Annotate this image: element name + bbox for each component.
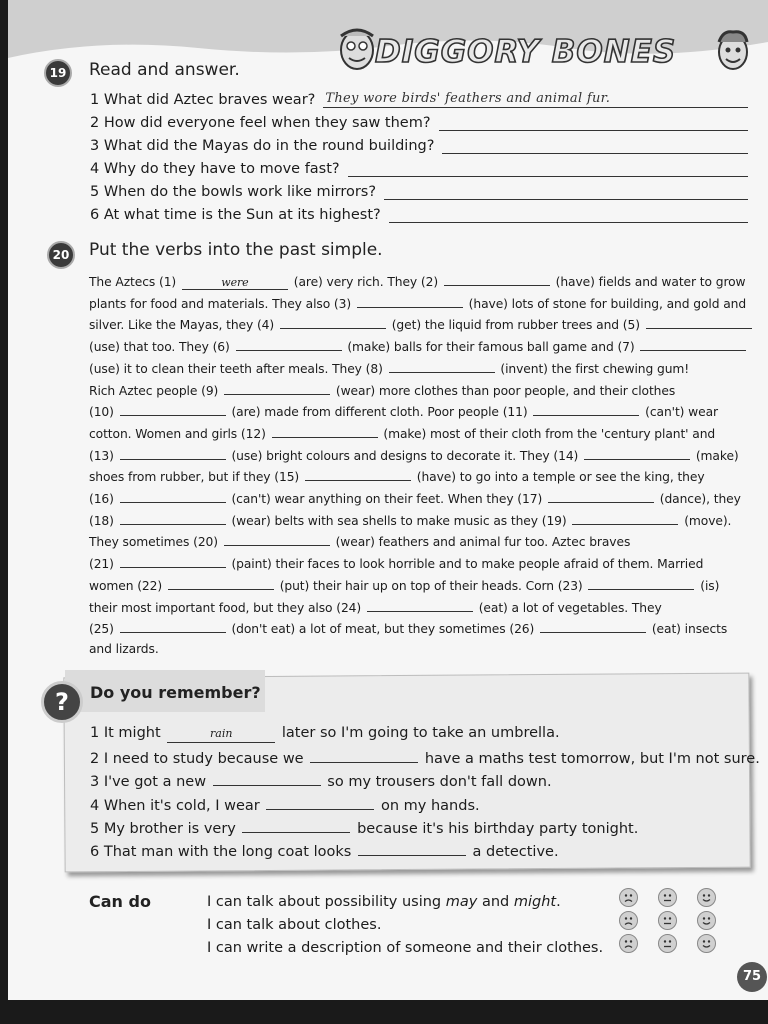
sad-face-icon[interactable] xyxy=(619,888,638,907)
text-segment: (are) made from different cloth. Poor people (11) xyxy=(227,405,532,420)
text-segment: (wear) belts with sea shells to make music as they (19) xyxy=(227,513,571,528)
question-mark-icon: ? xyxy=(41,681,83,723)
item-text-before: My brother is very xyxy=(103,820,241,837)
text-segment: (get) the liquid from rubber trees and (5) xyxy=(387,318,644,333)
text-line xyxy=(89,360,689,376)
question-number: 6 xyxy=(90,207,104,223)
handwritten-answer: They wore birds' feathers and animal fur. xyxy=(325,91,611,106)
do-you-remember-title: Do you remember? xyxy=(90,683,261,702)
logo-title: DIGGORY BONES xyxy=(375,34,677,70)
text-segment: (21) xyxy=(89,557,118,572)
happy-face-icon[interactable] xyxy=(697,934,716,953)
answer-blank[interactable]: were xyxy=(182,277,288,290)
text-segment: (is) xyxy=(696,578,720,593)
can-do-statement xyxy=(207,940,603,956)
text-segment: plants for food and materials. They also (3) xyxy=(89,296,355,311)
text-line xyxy=(89,425,715,441)
text-line xyxy=(89,577,719,593)
text-segment: and lizards. xyxy=(89,641,159,656)
text-segment: Rich Aztec people (9) xyxy=(89,383,223,398)
text-segment: (16) xyxy=(89,492,118,506)
statement-text: I can talk about clothes. xyxy=(207,917,382,933)
statement-text: I can talk about possibility using xyxy=(207,894,446,910)
text-segment: (are) very rich. They (2) xyxy=(289,275,442,289)
answer-blank[interactable]: rain xyxy=(167,728,275,743)
text-segment: shoes from rubber, but if they (15) xyxy=(89,470,303,485)
text-line xyxy=(89,316,754,332)
sad-face-icon[interactable] xyxy=(619,934,638,953)
text-segment: (paint) their faces to look horrible and to make people afraid of them. Married xyxy=(227,557,704,572)
answer-blank[interactable] xyxy=(533,403,639,416)
answer-blank[interactable] xyxy=(548,490,654,503)
question-text: At what time is the Sun at its highest? xyxy=(103,207,381,223)
can-do-statement xyxy=(207,894,561,910)
statement-text: I can write a description of someone and their clothes. xyxy=(207,940,604,956)
question-number: 2 xyxy=(90,115,104,131)
item-number: 1 xyxy=(90,725,104,741)
remember-item xyxy=(90,771,552,790)
statement-text: and xyxy=(477,894,514,910)
text-segment: (18) xyxy=(89,513,118,528)
item-text-after: so my trousers don't fall down. xyxy=(322,774,552,791)
neutral-face-icon[interactable] xyxy=(658,888,677,907)
item-number: 3 xyxy=(90,774,104,791)
text-line xyxy=(89,533,630,549)
answer-blank[interactable] xyxy=(588,577,694,590)
text-segment: (13) xyxy=(89,448,118,463)
happy-face-icon[interactable] xyxy=(697,888,716,907)
sad-face-icon[interactable] xyxy=(619,911,638,930)
statement-emphasis: might xyxy=(513,894,557,910)
text-segment: (can't) wear xyxy=(641,405,718,420)
exercise-title: Read and answer. xyxy=(89,60,240,80)
answer-blank[interactable] xyxy=(120,447,226,460)
item-text-after: on my hands. xyxy=(376,797,480,814)
question-row xyxy=(90,115,431,131)
question-text: What did Aztec braves wear? xyxy=(103,92,316,108)
question-row xyxy=(90,92,315,108)
question-row xyxy=(90,207,381,223)
text-line xyxy=(89,599,662,615)
answer-blank[interactable] xyxy=(168,577,274,590)
boy-face-icon xyxy=(715,28,751,72)
text-segment: (make) most of their cloth from the 'century plant' and xyxy=(379,426,716,441)
question-text: What did the Mayas do in the round building? xyxy=(103,138,435,154)
remember-item xyxy=(90,795,480,814)
question-number: 3 xyxy=(90,138,104,154)
text-segment: (have) lots of stone for building, and gold and xyxy=(464,296,747,311)
text-segment: (use) it to clean their teeth after meals. They (8) xyxy=(89,361,387,376)
can-do-label: Can do xyxy=(89,892,151,911)
text-line xyxy=(89,403,718,419)
answer-blank[interactable] xyxy=(444,273,550,286)
answer-blank[interactable] xyxy=(367,599,473,612)
answer-blank[interactable] xyxy=(358,841,466,856)
item-number: 5 xyxy=(90,820,104,837)
text-segment: (dance), they xyxy=(655,492,741,506)
remember-item xyxy=(90,818,638,837)
answer-blank[interactable] xyxy=(213,771,321,786)
text-line xyxy=(89,468,705,484)
neutral-face-icon[interactable] xyxy=(658,934,677,953)
question-row xyxy=(90,161,340,177)
question-number: 4 xyxy=(90,161,104,177)
answer-blank[interactable] xyxy=(224,382,330,395)
statement-text: . xyxy=(556,894,561,910)
text-line xyxy=(89,490,741,506)
answer-blank[interactable] xyxy=(272,425,378,438)
answer-blank[interactable] xyxy=(224,533,330,546)
question-number: 1 xyxy=(90,92,104,108)
text-segment: (eat) a lot of vegetables. They xyxy=(474,600,662,615)
answer-blank[interactable] xyxy=(120,403,226,416)
text-segment: (use) that too. They (6) xyxy=(89,340,234,355)
archaeologist-face-icon xyxy=(337,26,377,72)
question-text: Why do they have to move fast? xyxy=(103,161,340,177)
answer-blank[interactable] xyxy=(540,620,646,633)
text-segment: They sometimes (20) xyxy=(89,535,222,550)
item-text-before: It might xyxy=(103,725,166,741)
page-number: 75 xyxy=(737,962,767,992)
item-number: 6 xyxy=(90,844,104,860)
answer-blank[interactable] xyxy=(389,360,495,373)
remember-item xyxy=(90,725,560,743)
text-line xyxy=(89,295,746,311)
answer-blank[interactable] xyxy=(120,512,226,525)
text-segment: (25) xyxy=(89,622,118,637)
answer-line[interactable] xyxy=(442,153,748,154)
text-segment: (make) balls for their famous ball game and (7) xyxy=(343,340,639,355)
item-number: 4 xyxy=(90,797,104,814)
answer-line[interactable] xyxy=(323,107,748,108)
text-segment: their most important food, but they also (24) xyxy=(89,600,365,615)
exercise-title: Put the verbs into the past simple. xyxy=(89,240,383,260)
text-segment: (wear) feathers and animal fur too. Aztec braves xyxy=(331,535,631,550)
text-segment: (don't eat) a lot of meat, but they sometimes (26) xyxy=(227,622,539,637)
answer-blank[interactable] xyxy=(305,468,411,481)
item-text-before: That man with the long coat looks xyxy=(103,844,356,860)
question-number: 5 xyxy=(90,184,104,200)
text-line xyxy=(89,273,746,290)
happy-face-icon[interactable] xyxy=(697,911,716,930)
answer-blank[interactable] xyxy=(236,338,342,351)
answer-blank[interactable] xyxy=(266,795,374,810)
answer-blank[interactable] xyxy=(646,316,752,329)
item-text-after: have a maths test tomorrow, but I'm not sure. xyxy=(420,751,760,768)
text-line xyxy=(89,338,748,354)
item-text-after: because it's his birthday party tonight. xyxy=(352,820,639,837)
question-row xyxy=(90,138,434,154)
text-line xyxy=(89,555,703,571)
item-text-before: I've got a new xyxy=(103,774,211,791)
answer-blank[interactable] xyxy=(572,512,678,525)
text-segment: (put) their hair up on top of their heads. Corn (23) xyxy=(275,578,587,593)
text-line xyxy=(89,620,727,636)
text-segment: The Aztecs (1) xyxy=(89,275,180,289)
text-line xyxy=(89,447,739,463)
question-text: How did everyone feel when they saw them? xyxy=(103,115,431,131)
neutral-face-icon[interactable] xyxy=(658,911,677,930)
text-line xyxy=(89,512,731,528)
question-row xyxy=(90,184,376,200)
answer-blank[interactable] xyxy=(584,447,690,460)
text-segment: (10) xyxy=(89,405,118,420)
text-segment: (eat) insects xyxy=(648,622,728,637)
text-segment: (have) to go into a temple or see the king, they xyxy=(412,470,705,485)
exercise-number-badge: 20 xyxy=(47,241,75,269)
item-text-before: When it's cold, I wear xyxy=(103,797,265,814)
item-text-after: later so I'm going to take an umbrella. xyxy=(277,725,560,741)
answer-line[interactable] xyxy=(439,130,748,131)
item-number: 2 xyxy=(90,751,104,768)
text-segment: cotton. Women and girls (12) xyxy=(89,426,270,441)
answer-line[interactable] xyxy=(348,176,748,177)
answer-line[interactable] xyxy=(389,222,748,223)
text-line xyxy=(89,382,675,398)
question-text: When do the bowls work like mirrors? xyxy=(103,184,377,200)
item-text-before: I need to study because we xyxy=(103,751,309,768)
answer-blank[interactable] xyxy=(280,316,386,329)
answer-blank[interactable] xyxy=(120,490,226,503)
text-segment: women (22) xyxy=(89,578,166,593)
text-segment: (can't) wear anything on their feet. When they (17) xyxy=(227,492,546,506)
answer-line[interactable] xyxy=(384,199,748,200)
text-segment: (have) fields and water to grow xyxy=(551,275,746,289)
text-segment: (make) xyxy=(692,448,739,463)
text-line xyxy=(89,642,159,656)
text-segment: (wear) more clothes than poor people, and their clothes xyxy=(332,383,676,398)
remember-item xyxy=(90,841,559,860)
answer-blank[interactable] xyxy=(357,295,463,308)
text-segment: (invent) the first chewing gum! xyxy=(496,361,690,376)
answer-blank[interactable] xyxy=(120,555,226,568)
statement-emphasis: may xyxy=(445,894,478,910)
answer-blank[interactable] xyxy=(242,818,350,833)
text-segment: (use) bright colours and designs to decorate it. They (14) xyxy=(227,448,583,463)
exercise-number-badge: 19 xyxy=(44,59,72,87)
text-segment: (move). xyxy=(680,513,732,528)
remember-item xyxy=(90,748,760,767)
answer-blank[interactable] xyxy=(640,338,746,351)
can-do-statement xyxy=(207,917,381,933)
text-segment: silver. Like the Mayas, they (4) xyxy=(89,318,278,333)
answer-blank[interactable] xyxy=(120,620,226,633)
item-text-after: a detective. xyxy=(467,844,559,860)
answer-blank[interactable] xyxy=(310,748,418,763)
